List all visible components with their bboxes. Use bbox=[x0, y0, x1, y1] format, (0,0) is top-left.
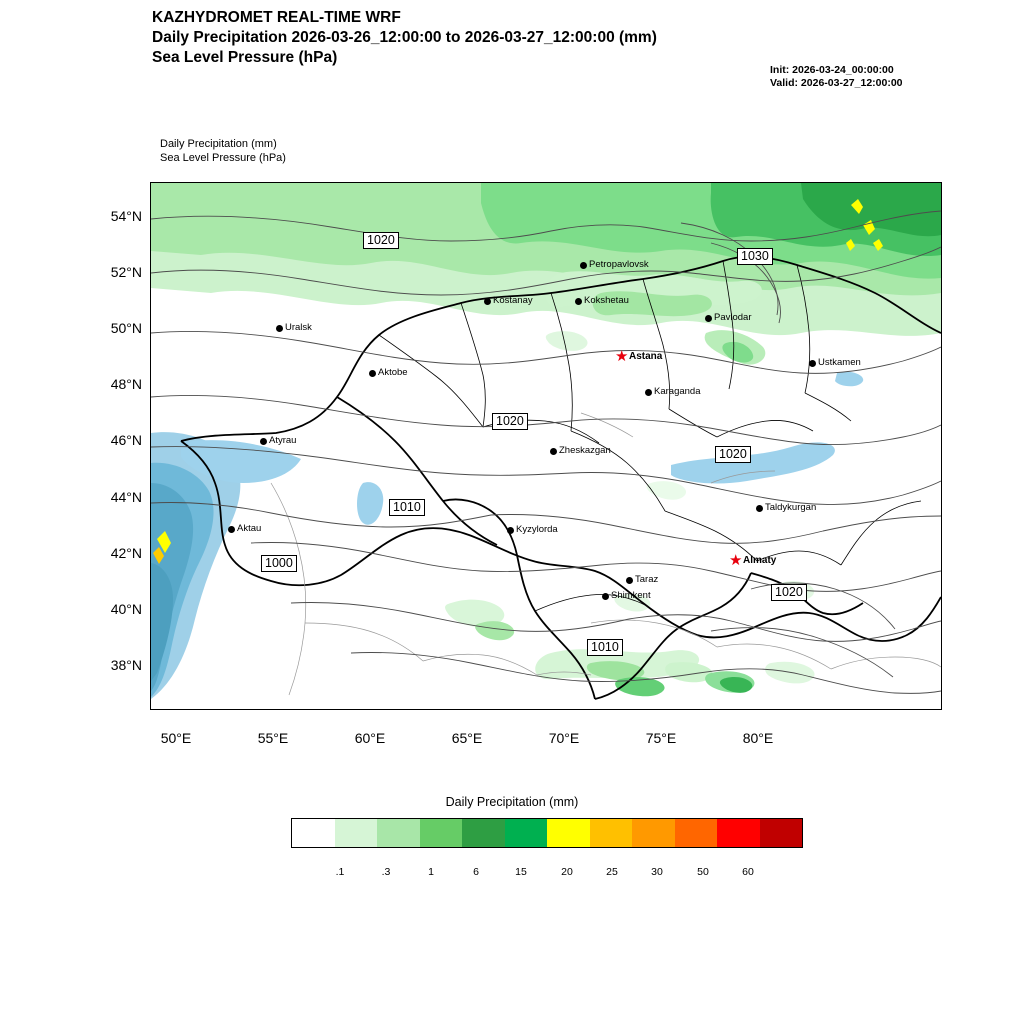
colorbar-swatch-6 bbox=[547, 819, 590, 847]
colorbar-tick-4: 15 bbox=[515, 866, 527, 878]
colorbar-tick-8: 50 bbox=[697, 866, 709, 878]
colorbar-swatch-1 bbox=[335, 819, 378, 847]
header bbox=[152, 8, 1012, 68]
map-canvas bbox=[151, 183, 941, 709]
city-label-aktobe: Aktobe bbox=[378, 367, 408, 378]
city-dot-aktobe bbox=[369, 370, 376, 377]
lat-tick-46N: 46°N bbox=[110, 432, 142, 448]
lon-tick-55E: 55°E bbox=[257, 730, 289, 746]
lat-tick-42N: 42°N bbox=[110, 545, 142, 561]
colorbar-tick-9: 60 bbox=[742, 866, 754, 878]
city-dot-taraz bbox=[626, 577, 633, 584]
isobar-label-1010-south: 1010 bbox=[587, 639, 623, 656]
city-dot-uralsk bbox=[276, 325, 283, 332]
isobar-label-1020-east: 1020 bbox=[715, 446, 751, 463]
lat-tick-50N: 50°N bbox=[110, 320, 142, 336]
capital-star-astana: ★ bbox=[615, 348, 629, 365]
colorbar-swatch-2 bbox=[377, 819, 420, 847]
header-title-line2: Daily Precipitation 2026-03-26_12:00:00 to 2026-03-27_12:00:00 (mm) bbox=[152, 29, 657, 46]
city-label-ustkamen: Ustkamen bbox=[818, 357, 861, 368]
lat-tick-40N: 40°N bbox=[110, 601, 142, 617]
city-label-zheskazgan: Zheskazgan bbox=[559, 445, 611, 456]
lon-tick-70E: 70°E bbox=[548, 730, 580, 746]
capital-label-astana: Astana bbox=[629, 351, 663, 362]
capital-star-almaty: ★ bbox=[729, 552, 743, 569]
city-dot-pavlodar bbox=[705, 315, 712, 322]
colorbar-tick-0: .1 bbox=[335, 866, 345, 878]
colorbar-tick-3: 6 bbox=[473, 866, 479, 878]
colorbar-tick-7: 30 bbox=[651, 866, 663, 878]
init-time: Init: 2026-03-24_00:00:00 bbox=[770, 64, 894, 76]
isobar-label-1020-center: 1020 bbox=[492, 413, 528, 430]
colorbar-tick-5: 20 bbox=[561, 866, 573, 878]
header-title-line1: KAZHYDROMET REAL-TIME WRF bbox=[152, 9, 401, 26]
colorbar bbox=[291, 818, 803, 848]
lat-tick-48N: 48°N bbox=[110, 376, 142, 392]
lon-tick-65E: 65°E bbox=[451, 730, 483, 746]
city-label-shimkent: Shimkent bbox=[611, 590, 651, 601]
capital-label-almaty: Almaty bbox=[743, 555, 777, 566]
city-dot-shimkent bbox=[602, 593, 609, 600]
colorbar-tick-2: 1 bbox=[428, 866, 434, 878]
lon-tick-50E: 50°E bbox=[160, 730, 192, 746]
colorbar-title: Daily Precipitation (mm) bbox=[445, 795, 579, 809]
header-title-line3: Sea Level Pressure (hPa) bbox=[152, 49, 338, 66]
colorbar-tick-1: .3 bbox=[381, 866, 391, 878]
isobar-label-1000: 1000 bbox=[261, 555, 297, 572]
colorbar-swatch-7 bbox=[590, 819, 633, 847]
city-dot-karaganda bbox=[645, 389, 652, 396]
city-label-taldykurgan: Taldykurgan bbox=[765, 502, 817, 513]
colorbar-swatch-11 bbox=[760, 819, 803, 847]
city-dot-kostanay bbox=[484, 298, 491, 305]
map-plot-area[interactable] bbox=[150, 182, 942, 710]
city-dot-atyrau bbox=[260, 438, 267, 445]
colorbar-ticks bbox=[291, 866, 803, 882]
city-dot-kokshetau bbox=[575, 298, 582, 305]
city-label-aktau: Aktau bbox=[237, 523, 262, 534]
colorbar-swatch-3 bbox=[420, 819, 463, 847]
city-dot-kyzylorda bbox=[507, 527, 514, 534]
colorbar-swatch-5 bbox=[505, 819, 548, 847]
colorbar-swatch-8 bbox=[632, 819, 675, 847]
isobar-label-1020-north: 1020 bbox=[363, 232, 399, 249]
lon-tick-60E: 60°E bbox=[354, 730, 386, 746]
city-label-kyzylorda: Kyzylorda bbox=[516, 524, 558, 535]
city-label-atyrau: Atyrau bbox=[269, 435, 297, 446]
isobar-label-1030: 1030 bbox=[737, 248, 773, 265]
city-label-petropavlovsk: Petropavlovsk bbox=[589, 259, 649, 270]
lat-tick-54N: 54°N bbox=[110, 208, 142, 224]
colorbar-swatch-10 bbox=[717, 819, 760, 847]
lat-tick-44N: 44°N bbox=[110, 489, 142, 505]
model-run-info bbox=[770, 64, 903, 90]
city-label-karaganda: Karaganda bbox=[654, 386, 701, 397]
lat-tick-38N: 38°N bbox=[110, 657, 142, 673]
city-dot-zheskazgan bbox=[550, 448, 557, 455]
city-label-pavlodar: Pavlodar bbox=[714, 312, 752, 323]
valid-time: Valid: 2026-03-27_12:00:00 bbox=[770, 77, 903, 89]
city-dot-petropavlovsk bbox=[580, 262, 587, 269]
city-dot-taldykurgan bbox=[756, 505, 763, 512]
isobar-label-1020-se: 1020 bbox=[771, 584, 807, 601]
city-dot-aktau bbox=[228, 526, 235, 533]
city-dot-ustkamen bbox=[809, 360, 816, 367]
city-label-kokshetau: Kokshetau bbox=[584, 295, 629, 306]
subcaption-slp: Sea Level Pressure (hPa) bbox=[160, 152, 286, 164]
isobar-label-1010-west: 1010 bbox=[389, 499, 425, 516]
city-label-taraz: Taraz bbox=[635, 574, 659, 585]
lon-tick-75E: 75°E bbox=[645, 730, 677, 746]
plot-subcaption bbox=[160, 137, 286, 165]
lon-tick-80E: 80°E bbox=[742, 730, 774, 746]
city-label-kostanay: Kostanay bbox=[493, 295, 533, 306]
city-label-uralsk: Uralsk bbox=[285, 322, 312, 333]
subcaption-precip: Daily Precipitation (mm) bbox=[160, 138, 277, 150]
colorbar-swatch-0 bbox=[292, 819, 335, 847]
colorbar-swatch-9 bbox=[675, 819, 718, 847]
colorbar-swatch-4 bbox=[462, 819, 505, 847]
lat-tick-52N: 52°N bbox=[110, 264, 142, 280]
colorbar-tick-6: 25 bbox=[606, 866, 618, 878]
